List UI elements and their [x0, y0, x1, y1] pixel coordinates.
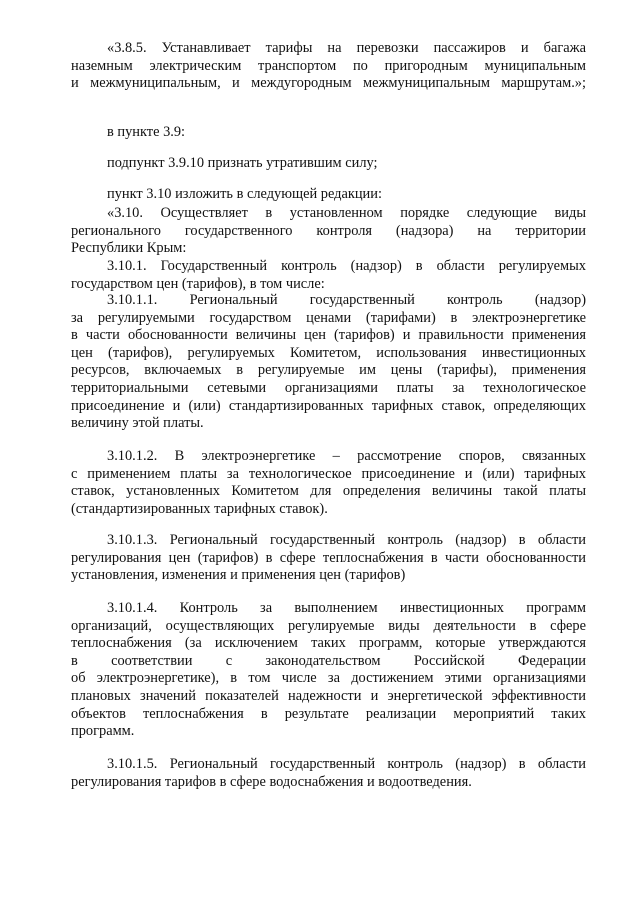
- paragraph-3-8-5: [71, 40, 586, 93]
- text-line: 3.10.1.5. Региональный государственный контроль (надзор) в области: [107, 756, 586, 772]
- paragraph-3-10-1-2: [71, 448, 586, 518]
- text-line: регулирования цен (тарифов) в сфере теплоснабжения в части обоснованности: [71, 549, 586, 566]
- text-line: Республики Крым:: [71, 240, 187, 257]
- text-line: 3.10.1.4. Контроль за выполнением инвестиционных программ: [107, 600, 586, 616]
- text-line: плановых значений показателей надежности и энергетической эффективности: [71, 687, 586, 704]
- text-line: в соответствии с законодательством Российской Федерации: [71, 652, 586, 669]
- paragraph-3-10-1-1: [71, 292, 586, 433]
- paragraph-3-9-10: подпункт 3.9.10 признать утратившим силу;: [107, 155, 378, 171]
- text-line: 3.10.1.2. В электроэнергетике – рассмотрение споров, связанных: [107, 448, 586, 464]
- paragraph-3-10: [71, 205, 586, 258]
- text-line: установления, изменения и применения цен (тарифов): [71, 567, 406, 584]
- text-line: регулирования тарифов в сфере водоснабжения и водоотведения.: [71, 773, 472, 790]
- text-line: организаций, осуществляющих регулируемые виды деятельности в сфере: [71, 617, 586, 634]
- text-line: и межмуниципальным, и междугородным межмуниципальным маршрутам.»;: [71, 75, 586, 92]
- text-line: программ.: [71, 723, 135, 740]
- text-line: «3.10. Осуществляет в установленном порядке следующие виды: [107, 205, 586, 221]
- text-line: «3.8.5. Устанавливает тарифы на перевозки пассажиров и багажа: [107, 40, 586, 56]
- text-line: величину этой платы.: [71, 415, 204, 432]
- text-line: об электроэнергетике), в том числе за достижением этими организациями: [71, 670, 586, 687]
- paragraph-3-10-intro: пункт 3.10 изложить в следующей редакции:: [107, 186, 382, 202]
- text-line: ресурсов, включаемых в регулируемые им цены (тарифы), применения: [71, 362, 586, 379]
- text-line: присоединение и (или) стандартизированных тарифных ставок, определяющих: [71, 397, 586, 414]
- text-line: с применением платы за технологическое присоединение и (или) тарифных: [71, 465, 586, 482]
- paragraph-3-9: в пункте 3.9:: [107, 124, 186, 140]
- text-line: за регулируемыми государством ценами (тарифами) в электроэнергетике: [71, 309, 586, 326]
- text-line: (стандартизированных тарифных ставок).: [71, 500, 328, 517]
- text-line: объектов теплоснабжения в результате реализации мероприятий таких: [71, 705, 586, 722]
- text-line: 3.10.1.1. Региональный государственный контроль (надзор): [107, 292, 586, 308]
- paragraph-3-10-1-4: [71, 600, 586, 741]
- text-line: регионального государственного контроля (надзора) на территории: [71, 222, 586, 239]
- text-line: теплоснабжения (за исключением таких программ, которые утверждаются: [71, 635, 586, 652]
- text-line: ставок, установленных Комитетом для определения величины такой платы: [71, 483, 586, 500]
- paragraph-3-10-1-3: [71, 532, 586, 585]
- text-line: государством цен (тарифов), в том числе:: [71, 275, 325, 292]
- text-line: территориальными сетевыми организациями платы за технологическое: [71, 379, 586, 396]
- text-line: 3.10.1. Государственный контроль (надзор) в области регулируемых: [107, 258, 586, 274]
- text-line: 3.10.1.3. Региональный государственный контроль (надзор) в области: [107, 532, 586, 548]
- paragraph-3-10-1-5: [71, 756, 586, 791]
- text-line: цен (тарифов), регулируемых Комитетом, использования инвестиционных: [71, 344, 586, 361]
- paragraph-3-10-1: [71, 258, 586, 293]
- text-line: в части обоснованности величины цен (тарифов) и правильности применения: [71, 327, 586, 344]
- text-line: наземным электрическим транспортом по пригородным муниципальным: [71, 57, 586, 74]
